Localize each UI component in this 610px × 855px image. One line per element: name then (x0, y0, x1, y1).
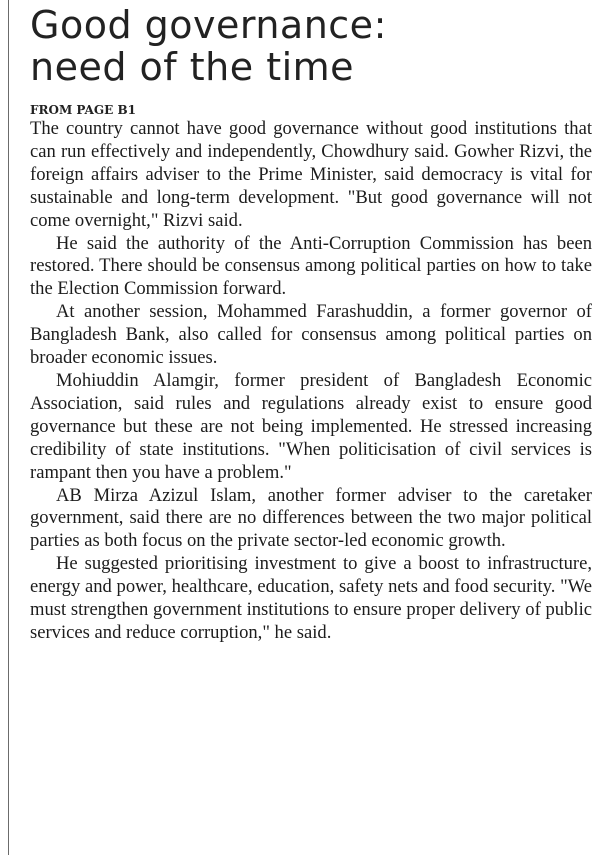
article-paragraph: He suggested prioritising investment to give a boost to infrastructure, energy and power, healthcare, education, safety nets and food security. "We must strengthen government institutions to ensure proper delivery of public services and reduce corruption," he said. (30, 553, 592, 643)
article-paragraph: Mohiuddin Alamgir, former president of Bangladesh Economic Association, said rules and regulations already exist to ensure good governance but these are not being implemented. He stressed increasing credibility of state institutions. "When politicisation of civil services is rampant then you have a problem." (30, 369, 592, 483)
headline-line-2: need of the time (30, 45, 355, 89)
article-paragraph: AB Mirza Azizul Islam, another former adviser to the caretaker government, said there are no differences between the two major political parties as both focus on the private sector-led economic growth. (30, 484, 592, 552)
jump-line: FROM PAGE B1 (30, 103, 136, 117)
article-paragraph: At another session, Mohammed Farashuddin, a former governor of Bangladesh Bank, also called for consensus among political parties on broader economic issues. (30, 301, 592, 369)
headline-line-1: Good governance: (30, 3, 387, 47)
article-paragraph: He said the authority of the Anti-Corruption Commission has been restored. There should be consensus among political parties on how to take the Election Commission forward. (30, 232, 592, 300)
column-divider (8, 0, 9, 855)
article-body (30, 118, 592, 645)
article-paragraph: The country cannot have good governance without good institutions that can run effectively and independently, Chowdhury said. Gowher Rizvi, the foreign affairs adviser to the Prime Minister, said democracy is vital for sustainable and long-term development. "But good governance will not come overnight," Rizvi said. (30, 118, 592, 231)
article-headline (30, 4, 592, 88)
news-article (30, 4, 592, 645)
